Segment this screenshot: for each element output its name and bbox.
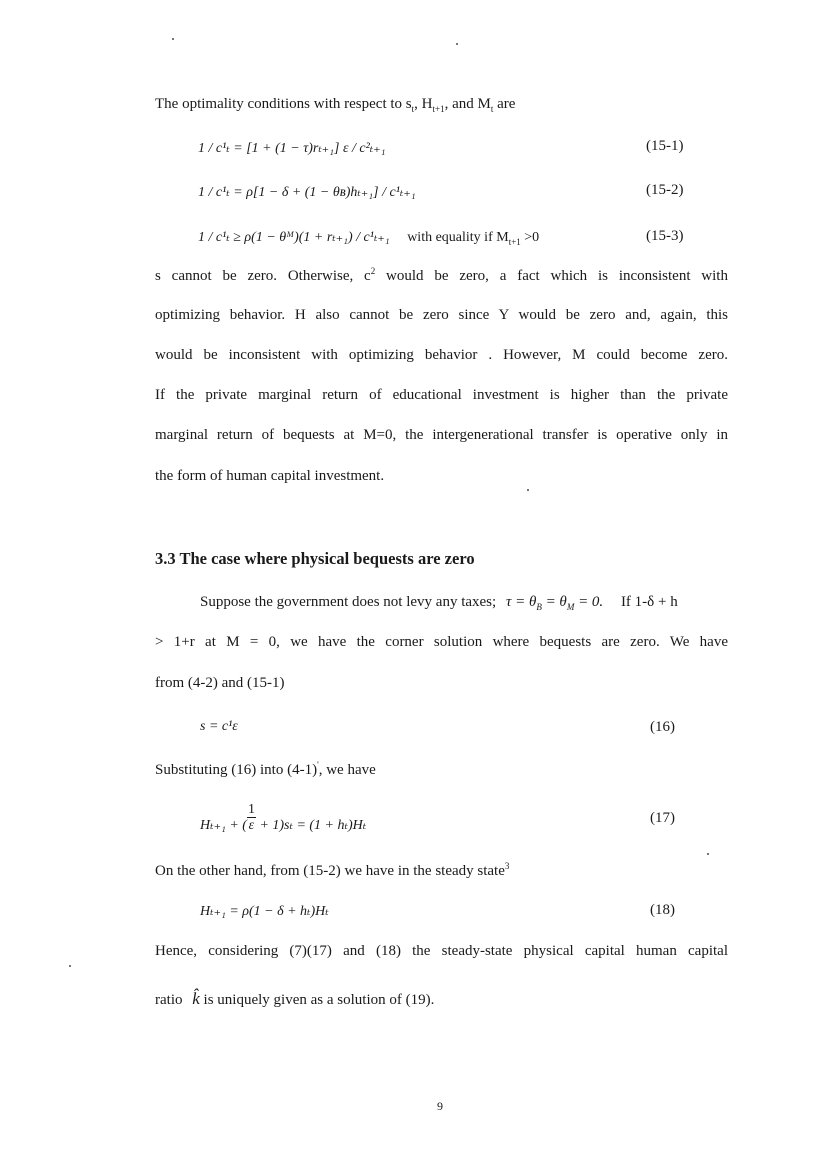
fraction: $\frac{1}{\varepsilon}$	[247, 802, 255, 833]
equation-condition: with equality if $M_{t+1} >0$	[407, 230, 540, 247]
body-line: marginal return of bequests at M=0, the intergenerational transfer is operative only in	[155, 427, 728, 443]
equation-16: s = c¹ε	[200, 719, 238, 734]
body-line: > 1+r at M = 0, we have the corner solution where bequests are zero. We have	[155, 634, 728, 650]
equation-15-1: 1 / c¹ₜ = [1 + (1 − τ)rₜ₊₁] ε / c²ₜ₊₁	[198, 141, 386, 156]
equation-15-2: 1 / c¹ₜ = ρ[1 − δ + (1 − θʙ)hₜ₊₁] / c¹ₜ₊₁	[198, 185, 416, 200]
equation-15-3: 1 / c¹ₜ ≥ ρ(1 − θᴹ)(1 + rₜ₊₁) / c¹ₜ₊₁ with equality if $M_{t+1} >0$	[198, 230, 540, 247]
body-line: from (4-2) and (15-1)	[155, 675, 285, 691]
equation-number: (16)	[650, 719, 675, 735]
equation-17: Hₜ₊₁ + ( $\frac{1}{\varepsilon}$ + 1)sₜ = (1 + hₜ)Hₜ	[200, 802, 367, 833]
scan-speck	[456, 43, 458, 45]
body-line: Suppose the government does not levy any taxes; $\tau = \theta_B = \theta_M = 0$. If 1-δ + h	[200, 594, 678, 612]
body-line: the form of human capital investment.	[155, 468, 385, 484]
body-line: On the other hand, from (15-2) we have in the steady state$^3$	[155, 861, 510, 879]
scan-speck	[69, 965, 71, 967]
equation-number: (17)	[650, 810, 675, 826]
body-line: Substituting (16) into (4-1)', we have	[155, 760, 376, 778]
body-line: Hence, considering (7)(17) and (18) the steady-state physical capital human capital	[155, 943, 728, 959]
equation-number: (18)	[650, 902, 675, 918]
scan-speck	[527, 489, 529, 491]
body-line: would be inconsistent with optimizing behavior . However, M could become zero.	[155, 347, 728, 363]
body-line: If the private marginal return of educational investment is higher than the private	[155, 387, 728, 403]
intro-line: The optimality conditions with respect to $s_t$, $H_{t+1}$, and $M_t$ are	[155, 96, 516, 114]
section-heading: 3.3 The case where physical bequests are zero	[155, 549, 475, 568]
body-line: s cannot be zero. Otherwise, $c^2$ would be zero, a fact which is inconsistent with	[155, 266, 728, 284]
page-number: 9	[437, 1099, 443, 1113]
scan-speck	[707, 853, 709, 855]
scan-speck	[172, 38, 174, 40]
equation-number: (15-3)	[646, 228, 684, 244]
equation-number: (15-2)	[646, 182, 684, 198]
body-line: ratio k̂ is uniquely given as a solution of (19).	[155, 989, 435, 1008]
equation-number: (15-1)	[646, 138, 684, 154]
equation-18: Hₜ₊₁ = ρ(1 − δ + hₜ)Hₜ	[200, 904, 329, 919]
body-line: optimizing behavior. H also cannot be zero since Y would be zero and, again, this	[155, 307, 728, 323]
